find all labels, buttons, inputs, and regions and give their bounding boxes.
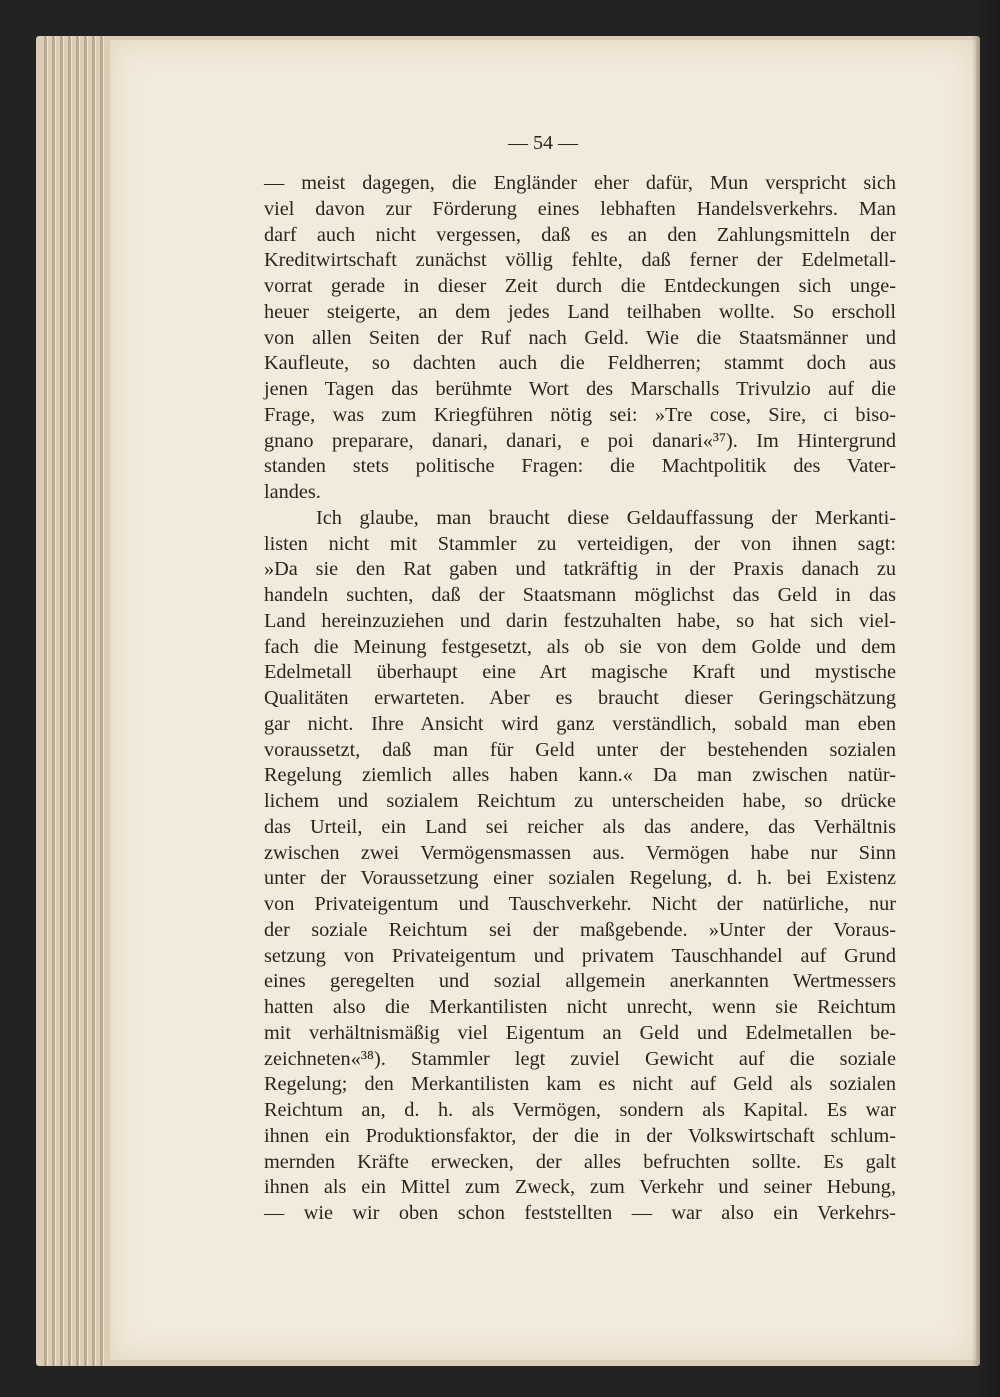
text-line: darf auch nicht vergessen, daß es an den Zahlungsmitteln der [264,223,896,246]
text-line: Kaufleute, so dachten auch die Feldherren; stammt doch aus [264,352,896,375]
text-line: zeichneten«³⁸). Stammler legt zuviel Gewicht auf die soziale [264,1047,896,1070]
text-line: Ich glaube, man braucht diese Geldauffassung der Merkanti- [316,506,896,529]
text-line: hatten also die Merkantilisten nicht unrecht, wenn sie Reichtum [264,996,896,1018]
text-line: jenen Tagen das berühmte Wort des Marschalls Trivulzio auf die [264,378,896,400]
text-line: Reichtum an, d. h. als Vermögen, sondern als Kapital. Es war [264,1099,896,1121]
text-line: Frage, was zum Kriegführen nötig sei: »Tre cose, Sire, ci biso- [264,403,896,426]
text-line: mernden Kräfte erwecken, der alles befruchten sollte. Es galt [264,1150,896,1173]
body-text [264,171,896,1227]
text-line: — wie wir oben schon feststellten — war also ein Verkehrs- [264,1202,896,1224]
page-edge [60,36,64,1366]
page-edge [84,36,88,1366]
text-line: vorrat gerade in dieser Zeit durch die Entdeckungen sich unge- [264,275,896,297]
page-edge [44,36,48,1366]
text-line: von Privateigentum und Tauschverkehr. Nicht der natürliche, nur [264,893,896,915]
text-line: lichem und sozialem Reichtum zu unterscheiden habe, so drücke [264,790,896,812]
text-line: unter der Voraussetzung einer sozialen Regelung, d. h. bei Existenz [264,867,896,890]
text-line: das Urteil, ein Land sei reicher als das andere, das Verhältnis [264,815,896,838]
text-line: voraussetzt, daß man für Geld unter der bestehenden sozialen [264,738,896,761]
text-line: Land hereinzuziehen und darin festzuhalten habe, so hat sich viel- [264,609,896,632]
page-edge [68,36,72,1366]
text-line: gar nicht. Ihre Ansicht wird ganz verständlich, sobald man eben [264,712,896,735]
text-line: »Da sie den Rat gaben und tatkräftig in der Praxis danach zu [264,558,896,581]
text-line: mit verhältnismäßig viel Eigentum an Geld und Edelmetallen be- [264,1021,896,1044]
text-line: zwischen zwei Vermögensmassen aus. Vermögen habe nur Sinn [264,841,896,864]
text-line: handeln suchten, daß der Staatsmann möglichst das Geld in das [264,584,896,606]
text-line: Kreditwirtschaft zunächst völlig fehlte, daß ferner der Edelmetall- [264,249,896,272]
text-line: Qualitäten erwarteten. Aber es braucht dieser Geringschätzung [264,687,896,709]
page-gutter-shadow [972,0,1000,1397]
page-edge [76,36,80,1366]
text-line: listen nicht mit Stammler zu verteidigen, der von ihnen sagt: [264,532,896,555]
text-line: ihnen ein Produktionsfaktor, der die in der Volkswirtschaft schlum- [264,1124,896,1147]
page-number: — 54 — [508,132,578,154]
text-line: — meist dagegen, die Engländer eher dafür, Mun verspricht sich [264,172,896,194]
text-line: landes. [264,481,321,503]
text-line: heuer steigerte, an dem jedes Land teilhaben wollte. So erscholl [264,300,896,323]
text-line: von allen Seiten der Ruf nach Geld. Wie die Staatsmänner und [264,326,896,349]
text-line: fach die Meinung festgesetzt, als ob sie von dem Golde und dem [264,635,896,658]
page-edge [52,36,56,1366]
text-line: eines geregelten und sozial allgemein anerkannten Wertmessers [264,970,896,993]
page-edge [100,36,104,1366]
text-line: setzung von Privateigentum und privatem Tauschhandel auf Grund [264,944,896,967]
page-edge [92,36,96,1366]
text-line: gnano preparare, danari, danari, e poi danari«³⁷). Im Hintergrund [264,429,896,452]
text-line: ihnen als ein Mittel zum Zweck, zum Verkehr und seiner Hebung, [264,1176,896,1199]
text-line: standen stets politische Fragen: die Machtpolitik des Vater- [264,455,896,478]
text-line: Regelung ziemlich alles haben kann.« Da man zwischen natür- [264,764,896,787]
text-line: Edelmetall überhaupt eine Art magische Kraft und mystische [264,661,896,684]
text-line: viel davon zur Förderung eines lebhaften Handelsverkehrs. Man [264,197,896,220]
text-line: Regelung; den Merkantilisten kam es nicht auf Geld als sozialen [264,1073,896,1096]
text-line: der soziale Reichtum sei der maßgebende. »Unter der Voraus- [264,918,896,941]
